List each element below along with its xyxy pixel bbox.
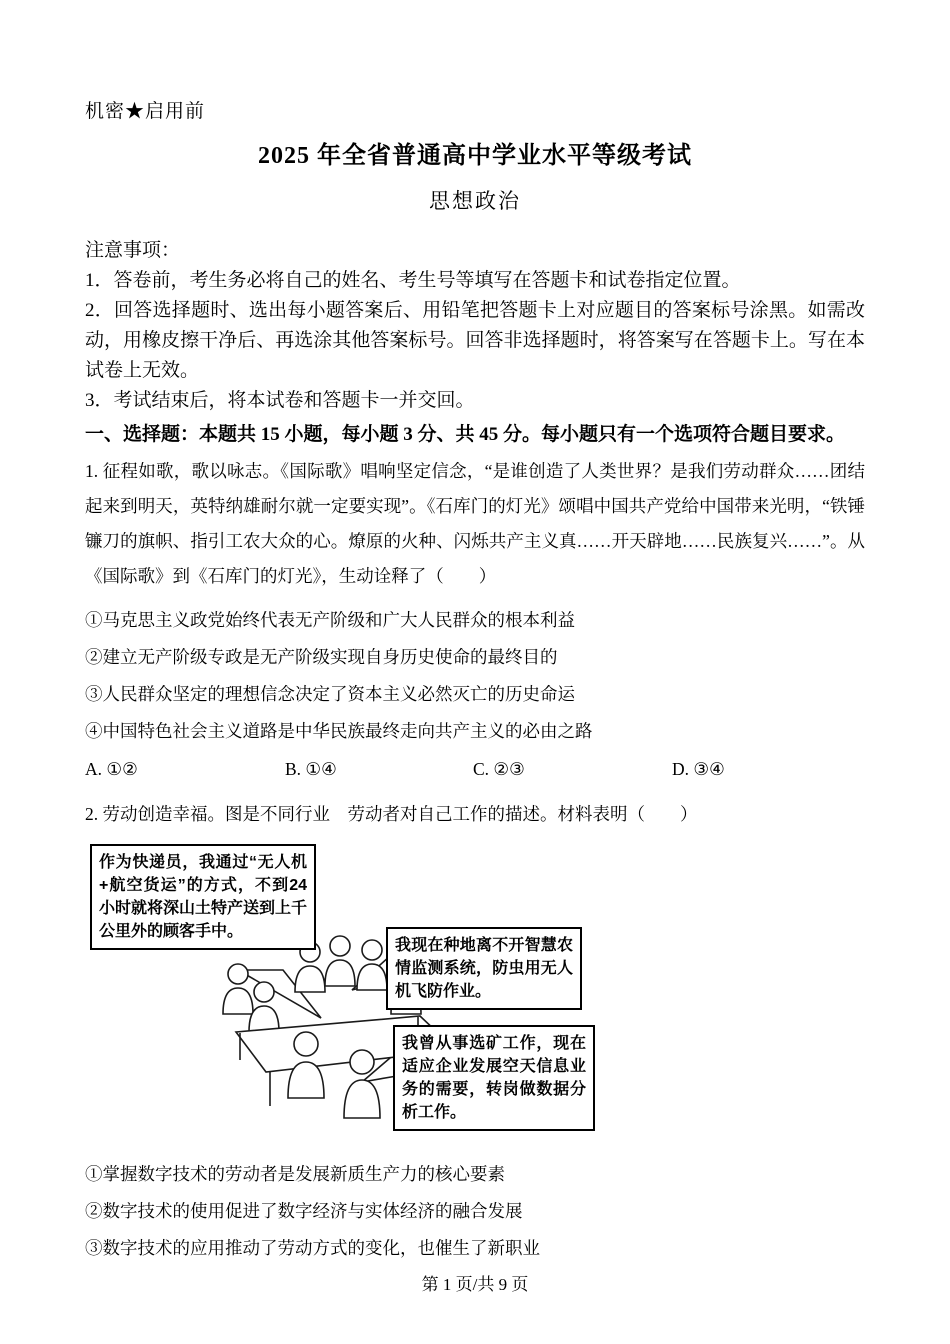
speech-bubble-miner: 我曾从事选矿工作，现在适应企业发展空天信息业务的需要，转岗做数据分析工作。 — [393, 1025, 595, 1131]
q2-numbered-options — [85, 1162, 865, 1260]
exam-subject: 思想政治 — [429, 189, 521, 213]
q1-option-4: ④中国特色社会主义道路是中华民族最终走向共产主义的必由之路 — [85, 721, 593, 741]
question-2 — [85, 797, 865, 1260]
notice-item-3: 3．考试结束后，将本试卷和答题卡一并交回。 — [85, 390, 475, 411]
exam-title: 2025 年全省普通高中学业水平等级考试 — [258, 143, 692, 169]
notices-heading: 注意事项： — [85, 240, 181, 261]
q1-option-1: ①马克思主义政党始终代表无产阶级和广大人民群众的根本利益 — [85, 610, 575, 630]
q1-choice-a: A. ①② — [85, 759, 138, 779]
question-1 — [85, 454, 865, 781]
q2-figure — [88, 844, 633, 1136]
q1-choices-row — [85, 757, 865, 781]
q1-stem: 1. 征程如歌，歌以咏志。《国际歌》唱响坚定信念，“是谁创造了人类世界？是我们劳动群众……团结起来到明天，英特纳雄耐尔就一定要实现”。《石库门的灯光》颂唱中国共产党给中国带来光明，“铁锤镰刀的旗帜、指引工农大众的心。燎原的火种、闪烁共产主义真……开天辟地……民族复兴……”。从《国际歌》到《石库门的灯光》，生动诠释了（ ） — [85, 461, 865, 586]
q1-choice-b: B. ①④ — [285, 759, 337, 779]
secrecy-label: 机密★启用前 — [85, 101, 206, 122]
page-content — [85, 0, 865, 1297]
q1-choice-c: C. ②③ — [473, 759, 525, 779]
notice-item-1: 1．答卷前，考生务必将自己的姓名、考生号等填写在答题卡和试卷指定位置。 — [85, 270, 741, 291]
q2-option-2: ②数字技术的使用促进了数字经济与实体经济的融合发展 — [85, 1201, 523, 1221]
speech-bubble-courier: 作为快递员，我通过“无人机+航空货运”的方式，不到24小时就将深山土特产送到上千公里外的顾客手中。 — [90, 844, 316, 950]
q2-option-1: ①掌握数字技术的劳动者是发展新质生产力的核心要素 — [85, 1164, 505, 1184]
speech-bubble-farmer: 我现在种地离不开智慧农情监测系统，防虫用无人机飞防作业。 — [386, 927, 582, 1010]
q1-option-3: ③人民群众坚定的理想信念决定了资本主义必然灭亡的历史命运 — [85, 684, 575, 704]
section-1-heading: 一、选择题：本题共 15 小题，每小题 3 分、共 45 分。每小题只有一个选项符合题目要求。 — [85, 424, 846, 445]
q2-option-3: ③数字技术的应用推动了劳动方式的变化，也催生了新职业 — [85, 1238, 540, 1258]
q1-choice-d: D. ③④ — [672, 759, 725, 779]
q2-stem: 2. 劳动创造幸福。图是不同行业 劳动者对自己工作的描述。材料表明（ ） — [85, 804, 698, 824]
page-number: 第 1 页/共 9 页 — [421, 1275, 529, 1294]
notice-item-2: 2．回答选择题时、选出每小题答案后、用铅笔把答题卡上对应题目的答案标号涂黑。如需改动，用橡皮擦干净后、再选涂其他答案标号。回答非选择题时，将答案写在答题卡上。写在本试卷上无效。 — [85, 300, 865, 381]
q1-option-2: ②建立无产阶级专政是无产阶级实现自身历史使命的最终目的 — [85, 647, 558, 667]
q1-numbered-options — [85, 608, 865, 743]
